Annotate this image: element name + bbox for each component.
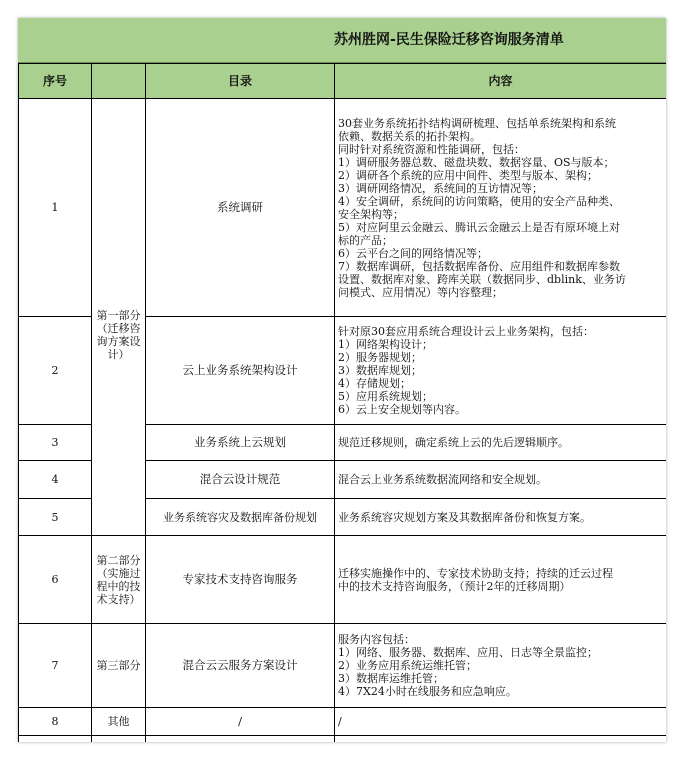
- part-cell: [92, 536, 146, 624]
- content-line: 4）安全调研，系统间的访问策略，使用的安全产品种类、: [338, 194, 620, 208]
- content-line: 同时针对系统资源和性能调研，包括：: [338, 142, 525, 156]
- category-cell: 业务系统上云规划: [146, 425, 335, 461]
- content-line: /: [338, 715, 342, 728]
- content-line: 依赖、数据关系的拓扑架构。: [338, 129, 481, 143]
- row-number: 5: [19, 499, 92, 536]
- content-line: 问模式、应用情况）等内容整理；: [338, 285, 503, 299]
- header-content: 内容: [335, 64, 667, 99]
- content-cell: [335, 499, 667, 536]
- title-bar: [18, 18, 666, 63]
- empty-cell: [146, 736, 335, 743]
- content-line: 3）数据库规划；: [338, 364, 422, 377]
- content-line: 混合云上业务系统数据流网络和安全规划。: [338, 473, 547, 486]
- category-cell: /: [146, 708, 335, 736]
- table-row: [19, 99, 667, 317]
- content-cell: [335, 99, 667, 317]
- part-label: 第三部分: [96, 659, 141, 672]
- content-line: 2）业务应用系统运维托管；: [338, 659, 477, 672]
- part-cell: [92, 99, 146, 536]
- content-cell: [335, 425, 667, 461]
- category-cell: 系统调研: [146, 99, 335, 317]
- category-cell: 业务系统容灾及数据库备份规划: [146, 499, 335, 536]
- content-line: 4）存储规划；: [338, 377, 411, 390]
- empty-cell: [19, 736, 92, 743]
- content-line: 2）调研各个系统的应用中间件、类型与版本、架构；: [338, 168, 598, 182]
- row-number: 6: [19, 536, 92, 624]
- category-cell: 专家技术支持咨询服务: [146, 536, 335, 624]
- content-cell: [335, 461, 667, 499]
- content-line: 5）对应阿里云金融云、腾讯云金融云上是否有原环境上对: [338, 220, 620, 234]
- content-line: 30套业务系统拓扑结构调研梳理、包括单系统架构和系统: [338, 116, 616, 130]
- content-line: 设置、数据库对象、跨库关联（数据同步、dblink、业务访: [338, 272, 626, 286]
- part-label: 第一部分（迁移咨询方案设计）: [96, 309, 141, 361]
- category-cell: 云上业务系统架构设计: [146, 317, 335, 425]
- empty-cell: [92, 736, 146, 743]
- service-list-table: [18, 63, 666, 742]
- content-cell: [335, 536, 667, 624]
- header-num: 序号: [19, 64, 92, 99]
- content-line: 6）云上安全规划等内容。: [338, 403, 466, 416]
- part-label: 其他: [107, 715, 130, 728]
- content-line: 4）7X24小时在线服务和应急响应。: [338, 685, 517, 698]
- content-cell: [335, 624, 667, 708]
- content-line: 迁移实施操作中的、专家技术协助支持；持续的迁云过程: [338, 566, 613, 580]
- row-number: 7: [19, 624, 92, 708]
- spreadsheet-sheet: [18, 18, 666, 742]
- header-category: 目录: [146, 64, 335, 99]
- content-cell: [335, 708, 667, 736]
- content-line: 5）应用系统规划；: [338, 390, 433, 403]
- content-line: 中的技术支持咨询服务，（预计2年的迁移周期）: [338, 579, 571, 593]
- table-row: [19, 624, 667, 708]
- content-line: 2）服务器规划；: [338, 351, 422, 364]
- header-part: [92, 64, 146, 99]
- part-label: 第二部分（实施过程中的技术支持）: [96, 553, 141, 606]
- row-number: 8: [19, 708, 92, 736]
- empty-cell: [335, 736, 667, 743]
- content-line: 7）数据库调研，包括数据库备份、应用组件和数据库参数: [338, 259, 620, 273]
- content-line: 3）数据库运维托管；: [338, 672, 444, 685]
- content-line: 针对原30套应用系统合理设计云上业务架构，包括：: [338, 325, 594, 338]
- category-cell: 混合云云服务方案设计: [146, 624, 335, 708]
- row-number: 2: [19, 317, 92, 425]
- part-cell: [92, 708, 146, 736]
- row-number: 1: [19, 99, 92, 317]
- table-row-empty: [19, 736, 667, 743]
- content-line: 1）网络架构设计；: [338, 338, 433, 351]
- table-row: [19, 536, 667, 624]
- category-cell: 混合云设计规范: [146, 461, 335, 499]
- row-number: 4: [19, 461, 92, 499]
- content-line: 业务系统容灾规划方案及其数据库备份和恢复方案。: [338, 510, 591, 524]
- content-line: 1）网络、服务器、数据库、应用、日志等全景监控；: [338, 646, 598, 659]
- row-number: 3: [19, 425, 92, 461]
- table-row: [19, 708, 667, 736]
- content-line: 安全架构等；: [338, 207, 404, 221]
- content-line: 服务内容包括：: [338, 633, 415, 646]
- content-line: 3）调研网络情况，系统间的互访情况等；: [338, 181, 543, 195]
- content-line: 规范迁移规则，确定系统上云的先后逻辑顺序。: [338, 436, 569, 449]
- part-cell: [92, 624, 146, 708]
- page-title: 苏州胜网-民生保险迁移咨询服务清单: [334, 32, 564, 48]
- header-row: [19, 64, 667, 99]
- content-line: 1）调研服务器总数、磁盘块数、数据容量、OS与版本；: [338, 155, 615, 169]
- content-cell: [335, 317, 667, 425]
- content-line: 标的产品；: [338, 233, 393, 247]
- content-line: 6）云平台之间的网络情况等；: [338, 246, 488, 260]
